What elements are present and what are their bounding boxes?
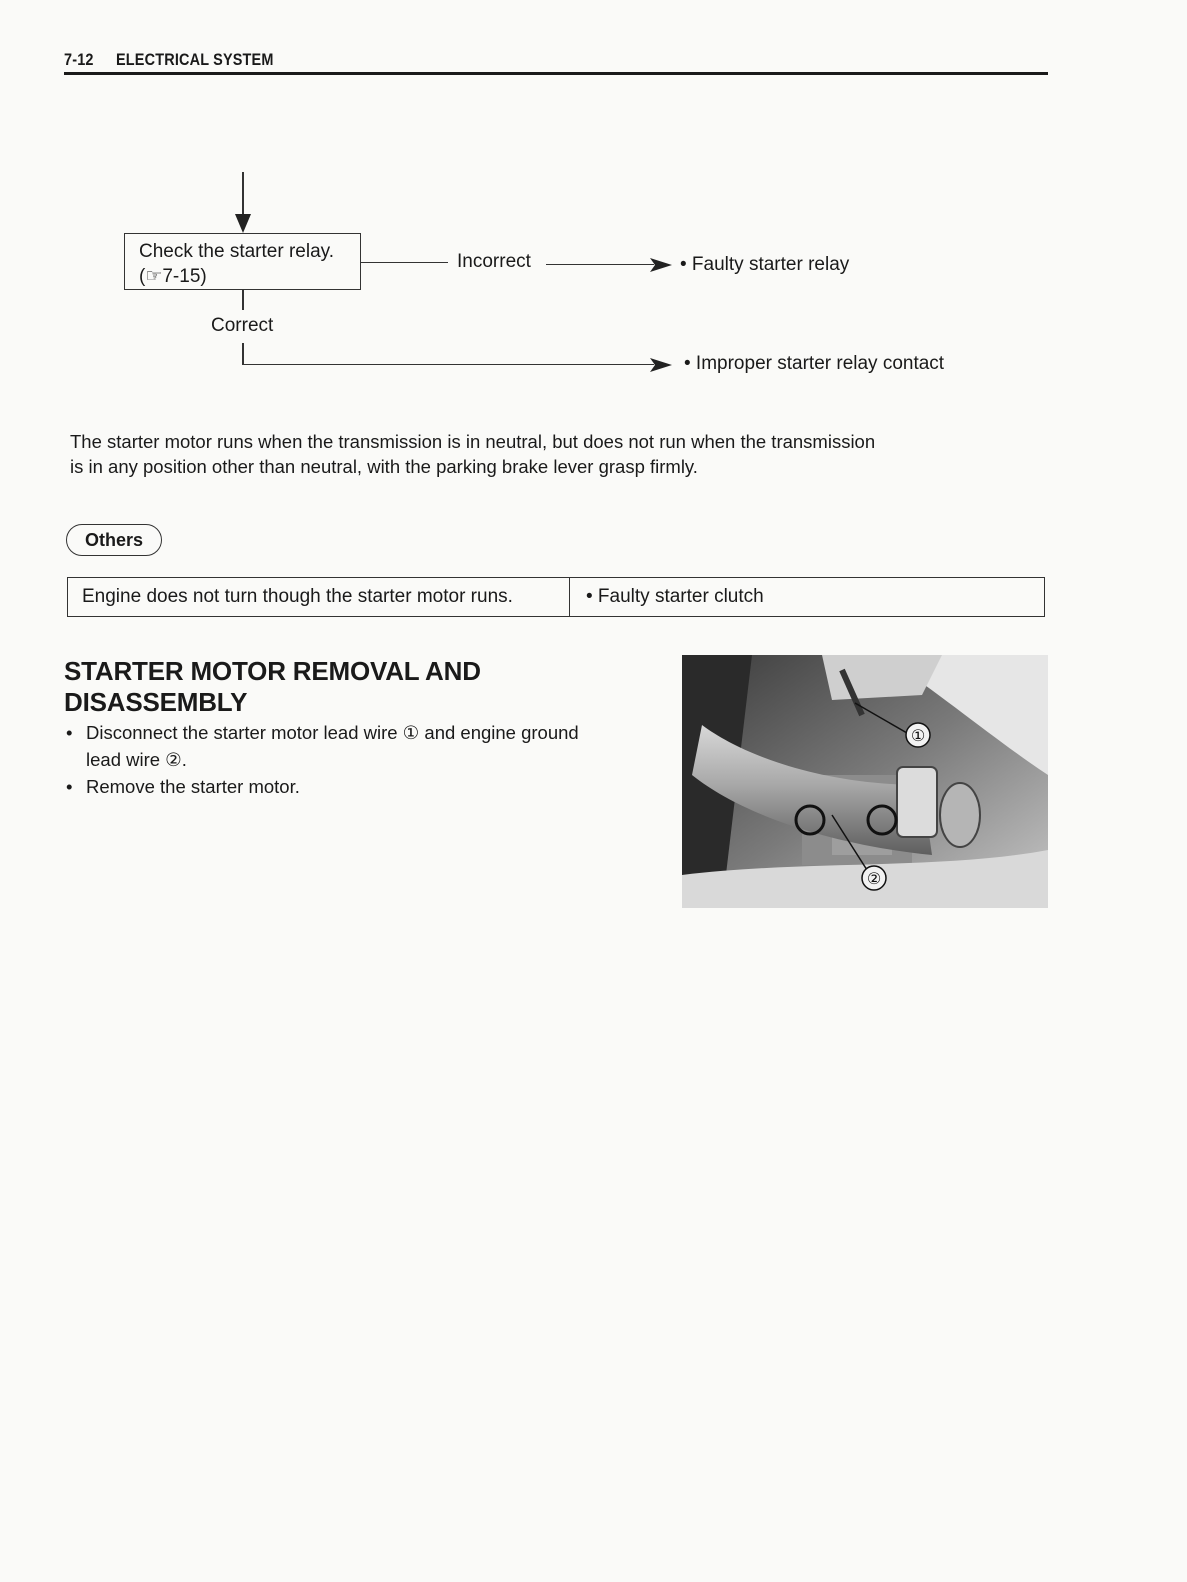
symptom-cell: Engine does not turn though the starter motor runs. xyxy=(68,578,570,616)
step-disconnect-line-2: lead wire ②. xyxy=(86,749,187,770)
cause-cell: • Faulty starter clutch xyxy=(586,586,764,607)
check-relay-text: Check the starter relay. xyxy=(139,241,335,262)
correct-label: Correct xyxy=(211,315,274,336)
flow-down-arrow-icon xyxy=(235,214,251,234)
header-rule xyxy=(64,72,1048,75)
step-disconnect xyxy=(66,719,666,773)
removal-heading-line-2: DISASSEMBLY xyxy=(64,687,248,717)
page-number: 7-12 xyxy=(64,50,94,69)
others-table xyxy=(67,577,1045,617)
check-relay-reference: (☞7-15) xyxy=(139,266,207,287)
incorrect-arrow-icon xyxy=(650,258,672,272)
section-title: ELECTRICAL SYSTEM xyxy=(116,50,274,69)
incorrect-line-right xyxy=(546,264,654,265)
flow-mid-line xyxy=(242,290,244,310)
step-disconnect-line-1: Disconnect the starter motor lead wire ① and engine ground xyxy=(86,722,579,743)
incorrect-line-left xyxy=(361,262,448,263)
removal-heading-line-1: STARTER MOTOR REMOVAL AND xyxy=(64,656,481,686)
photo-callout-1: ① xyxy=(910,726,926,745)
step-remove-motor-text: Remove the starter motor. xyxy=(86,776,300,797)
photo-callout-2: ② xyxy=(866,869,882,888)
starter-motor-photo xyxy=(682,655,1048,908)
correct-line-vertical xyxy=(242,343,244,365)
flow-top-line xyxy=(242,172,244,220)
others-badge: Others xyxy=(66,524,162,556)
correct-arrow-icon xyxy=(650,358,672,372)
incorrect-label: Incorrect xyxy=(457,251,531,272)
bullet-dot: • xyxy=(66,722,73,743)
paragraph-line-1: The starter motor runs when the transmission is in neutral, but does not run when the transmission xyxy=(70,431,876,452)
result-faulty-starter-relay: • Faulty starter relay xyxy=(680,254,850,275)
result-improper-relay-contact: • Improper starter relay contact xyxy=(684,353,945,374)
correct-line-horizontal xyxy=(242,364,654,365)
check-starter-relay-box xyxy=(124,233,361,290)
removal-steps xyxy=(66,719,666,800)
starter-motor-photo-illustration xyxy=(682,655,1048,908)
removal-heading xyxy=(64,656,481,718)
bullet-dot: • xyxy=(66,776,73,797)
paragraph-line-2: is in any position other than neutral, with the parking brake lever grasp firmly. xyxy=(70,456,698,477)
neutral-paragraph xyxy=(70,429,875,479)
step-remove-motor xyxy=(66,773,666,800)
